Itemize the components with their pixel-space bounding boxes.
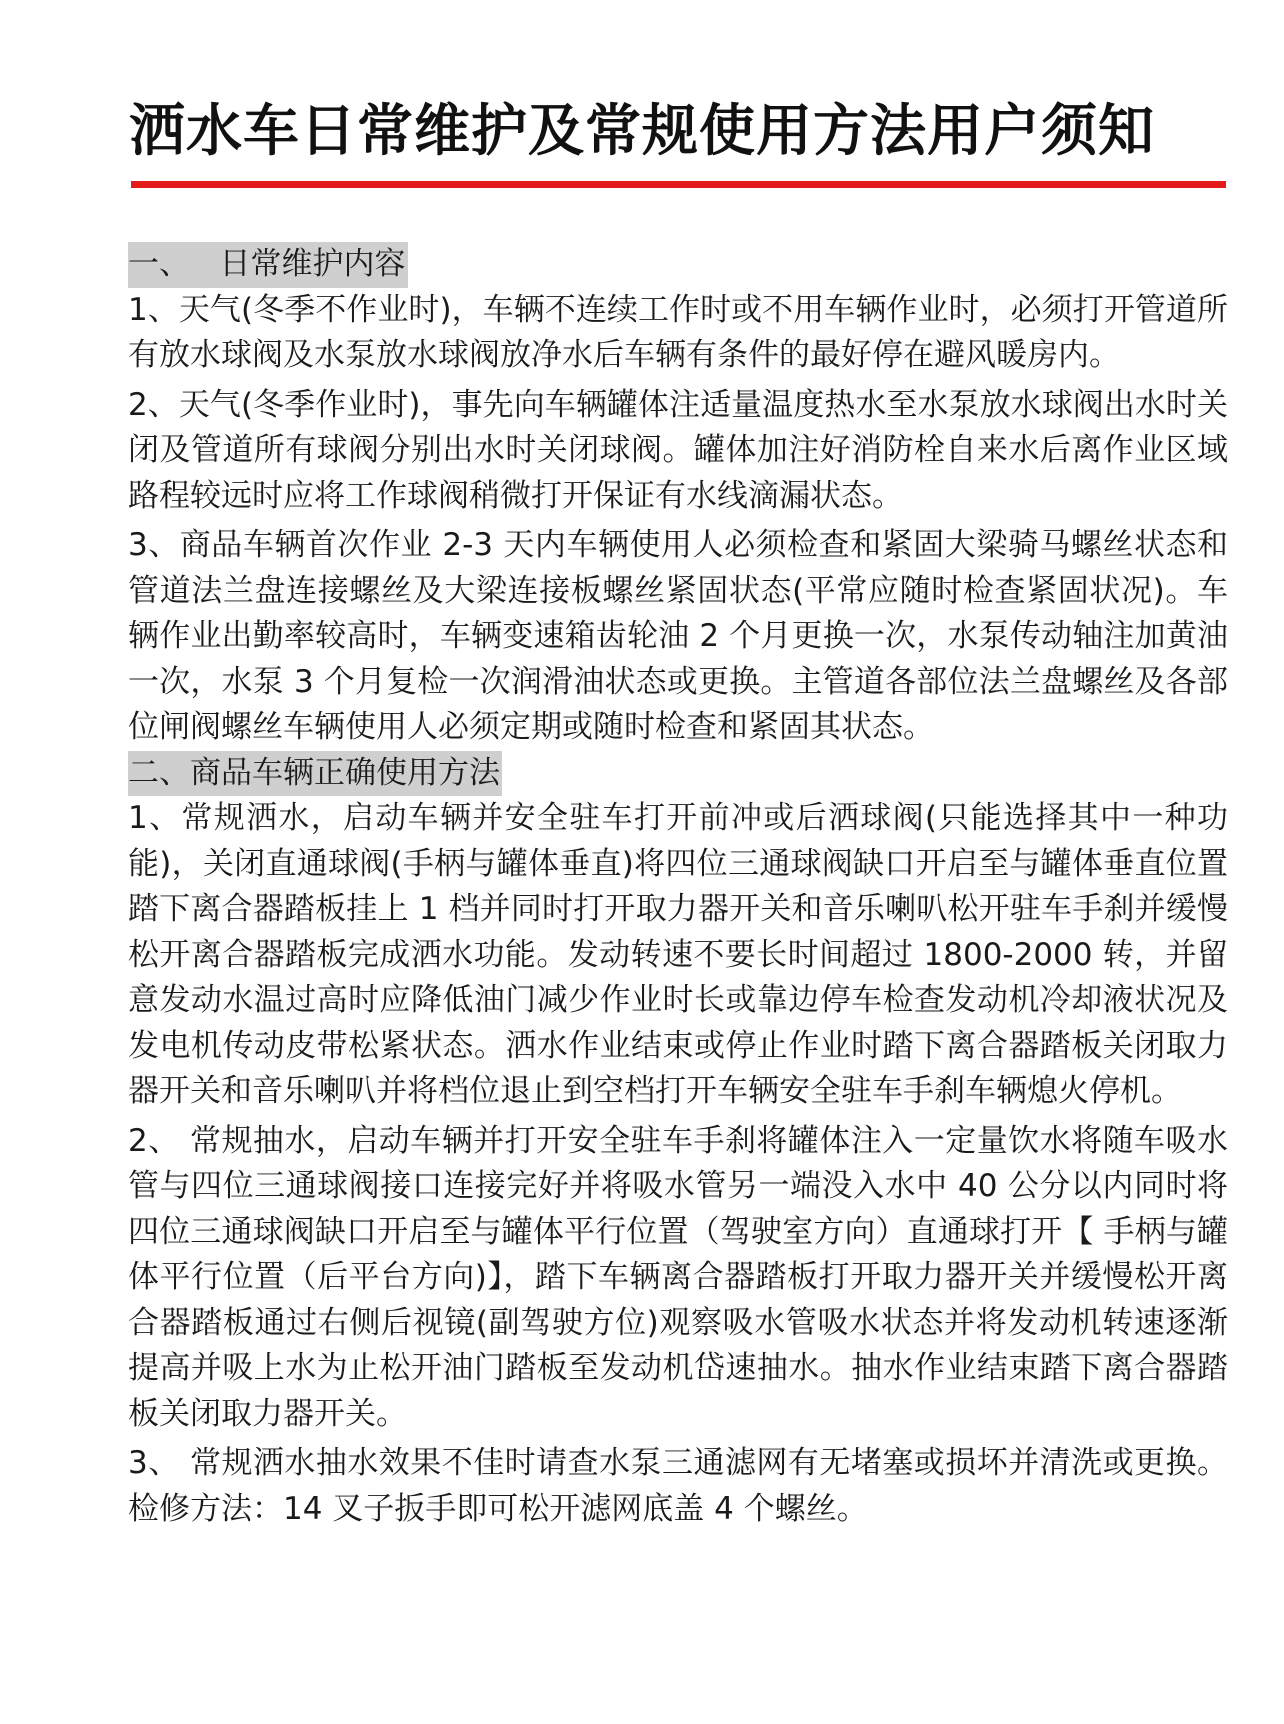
section-heading: 二、商品车辆正确使用方法	[128, 751, 502, 797]
title-divider	[131, 181, 1226, 188]
paragraph: 2、天气(冬季作业时)，事先向车辆罐体注适量温度热水至水泵放水球阀出水时关闭及管道所有球阀分别出水时关闭球阀。罐体加注好消防栓自来水后离作业区域路程较远时应将工作球阀稍微打开保证有水线滴漏状态。	[128, 386, 1228, 514]
page-title: 洒水车日常维护及常规使用方法用户须知	[129, 99, 1155, 164]
paragraph: 3、 常规洒水抽水效果不佳时请查水泵三通滤网有无堵塞或损坏并清洗或更换。检修方法：14 叉子扳手即可松开滤网底盖 4 个螺丝。	[128, 1445, 1228, 1527]
section-maintenance	[128, 242, 1228, 751]
document-body	[128, 242, 1228, 1532]
paragraph: 2、 常规抽水，启动车辆并打开安全驻车手刹将罐体注入一定量饮水将随车吸水管与四位三通球阀接口连接完好并将吸水管另一端没入水中 40 公分以内同时将四位三通球阀缺口开启至与罐体平行位置（驾驶室方向）直通球打开【 手柄与罐体平行位置（后平台方向)】，踏下车辆离合器踏板打开取力器开关并缓慢松开离合器踏板通过右侧后视镜(副驾驶方位)观察吸水管吸水状态并将发动机转速逐渐提高并吸上水为止松开油门踏板至发动机岱速抽水。抽水作业结束踏下离合器踏板关闭取力器开关。	[128, 1122, 1228, 1432]
section-heading: 一、 日常维护内容	[128, 242, 408, 288]
paragraph: 1、天气(冬季不作业时)，车辆不连续工作时或不用车辆作业时，必须打开管道所有放水球阀及水泵放水球阀放净水后车辆有条件的最好停在避风暖房内。	[128, 291, 1228, 373]
paragraph: 1、常规洒水，启动车辆并安全驻车打开前冲或后洒球阀(只能选择其中一种功能)，关闭直通球阀(手柄与罐体垂直)将四位三通球阀缺口开启至与罐体垂直位置踏下离合器踏板挂上 1 档并同时打开取力器开关和音乐喇叭松开驻车手刹并缓慢松开离合器踏板完成洒水功能。发动转速不要长时间超过 1800-2000 转，并留意发动水温过高时应降低油门减少作业时长或靠边停车检查发动机冷却液状况及发电机传动皮带松紧状态。洒水作业结束或停止作业时踏下离合器踏板关闭取力器开关和音乐喇叭并将档位退止到空档打开车辆安全驻车手刹车辆熄火停机。	[128, 800, 1228, 1109]
paragraph: 3、商品车辆首次作业 2-3 天内车辆使用人必须检查和紧固大梁骑马螺丝状态和管道法兰盘连接螺丝及大梁连接板螺丝紧固状态(平常应随时检查紧固状况)。车辆作业出勤率较高时，车辆变速箱齿轮油 2 个月更换一次，水泵传动轴注加黄油一次，水泵 3 个月复检一次润滑油状态或更换。主管道各部位法兰盘螺丝及各部位闸阀螺丝车辆使用人必须定期或随时检查和紧固其状态。	[128, 527, 1228, 745]
section-usage	[128, 751, 1228, 1533]
